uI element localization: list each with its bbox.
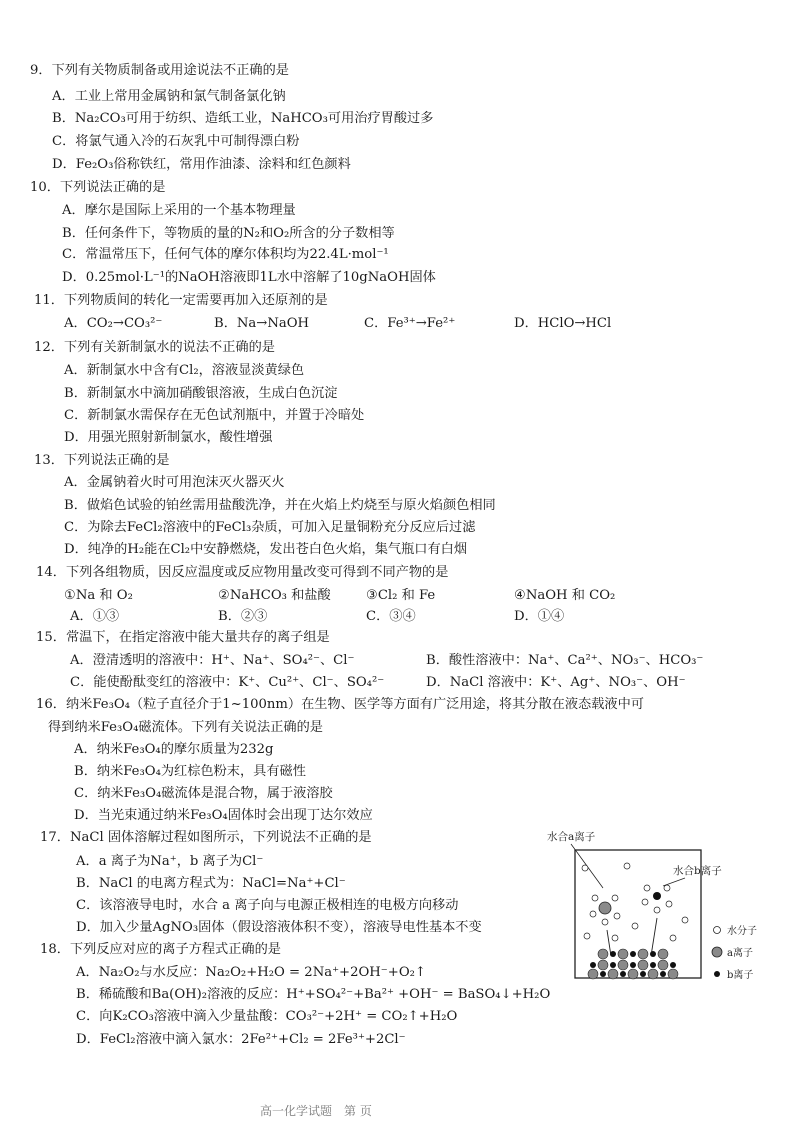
option-a: A．CO₂→CO₃²⁻ — [64, 316, 163, 331]
option-c: C．该溶液导电时，水合 a 离子向与电源正极相连的电极方向移动 — [76, 898, 459, 913]
option-b: B．纳米Fe₃O₄为红棕色粉末，具有磁性 — [74, 764, 306, 779]
legend-a-swatch — [712, 947, 722, 957]
nacl-crystal — [588, 949, 678, 979]
page-footer: 高一化学试题 第 页 — [260, 1104, 372, 1118]
item-4: ④NaOH 和 CO₂ — [514, 588, 616, 603]
arrow-b — [651, 918, 657, 956]
option-c: C．将氯气通入冷的石灰乳中可制得漂白粉 — [52, 134, 300, 149]
option-d: D．加入少量AgNO₃固体（假设溶液体积不变），溶液导电性基本不变 — [76, 920, 482, 935]
legend-a-label: a离子 — [727, 948, 753, 959]
option-b: B．Na₂CO₃可用于纺织、造纸工业，NaHCO₃可用治疗胃酸过多 — [52, 111, 434, 126]
option-b: B．Na→NaOH — [214, 316, 310, 331]
label-hydrated-b: 水合b离子 — [673, 865, 722, 877]
question-stem-line-2: 得到纳米Fe₃O₄磁流体。下列有关说法正确的是 — [48, 720, 323, 735]
option-d: D．纯净的H₂能在Cl₂中安静燃烧，发出苍白色火焰，集气瓶口有白烟 — [64, 542, 468, 557]
option-c: C．为除去FeCl₂溶液中的FeCl₃杂质，可加入足量铜粉充分反应后过滤 — [64, 520, 476, 535]
option-b: B．做焰色试验的铂丝需用盐酸洗净，并在火焰上灼烧至与原火焰颜色相同 — [64, 498, 496, 513]
option-a: A．澄清透明的溶液中：H⁺、Na⁺、SO₄²⁻、Cl⁻ — [70, 653, 355, 668]
option-a: A．Na₂O₂与水反应：Na₂O₂+H₂O = 2Na⁺+2OH⁻+O₂↑ — [76, 965, 426, 980]
option-a: A．①③ — [70, 609, 120, 624]
legend-b-swatch — [714, 971, 720, 977]
legend-b-label: b离子 — [727, 970, 754, 981]
option-b: B．任何条件下，等物质的量的N₂和O₂所含的分子数相等 — [62, 226, 395, 241]
option-c: C．Fe³⁺→Fe²⁺ — [364, 316, 456, 331]
option-a: A．a 离子为Na⁺，b 离子为Cl⁻ — [76, 854, 264, 869]
item-2: ②NaHCO₃ 和盐酸 — [218, 588, 331, 603]
question-stem: 11．下列物质间的转化一定需要再加入还原剂的是 — [34, 293, 328, 308]
question-stem: 10．下列说法正确的是 — [30, 180, 166, 195]
option-d: D．HClO→HCl — [514, 316, 612, 331]
option-a: A．工业上常用金属钠和氯气制备氯化钠 — [52, 89, 286, 104]
option-c: C．常温常压下，任何气体的摩尔体积均为22.4L·mol⁻¹ — [62, 247, 389, 262]
question-stem: 12．下列有关新制氯水的说法不正确的是 — [34, 340, 275, 355]
option-b: B．NaCl 的电离方程式为：NaCl=Na⁺+Cl⁻ — [76, 876, 346, 891]
legend — [712, 924, 757, 981]
option-b: B．新制氯水中滴加硝酸银溶液，生成白色沉淀 — [64, 386, 338, 401]
nacl-dissolution-figure — [545, 826, 765, 1026]
question-stem: 13．下列说法正确的是 — [34, 453, 170, 468]
option-b: B．②③ — [218, 609, 268, 624]
legend-water-label: 水分子 — [727, 926, 757, 937]
option-c: C．③④ — [366, 609, 416, 624]
question-stem-line-1: 16．纳米Fe₃O₄（粒子直径介于1~100nm）在生物、医学等方面有广泛用途，将其分散在液态载液中可 — [36, 697, 644, 712]
legend-water-swatch — [714, 927, 721, 934]
option-c: C．向K₂CO₃溶液中滴入少量盐酸：CO₃²⁻+2H⁺ = CO₂↑+H₂O — [76, 1009, 458, 1024]
option-d: D．FeCl₂溶液中滴入氯水：2Fe²⁺+Cl₂ = 2Fe³⁺+2Cl⁻ — [76, 1032, 406, 1047]
option-c: C．能使酚酞变红的溶液中：K⁺、Cu²⁺、Cl⁻、SO₄²⁻ — [70, 675, 385, 690]
option-d: D．①④ — [514, 609, 565, 624]
dissolution-diagram — [545, 826, 765, 1026]
item-3: ③Cl₂ 和 Fe — [366, 588, 436, 603]
question-stem: 15．常温下，在指定溶液中能大量共存的离子组是 — [36, 630, 330, 645]
option-c: C．新制氯水需保存在无色试剂瓶中，并置于冷暗处 — [64, 408, 365, 423]
hydrated-a-ion — [590, 895, 620, 925]
question-stem: 14．下列各组物质，因反应温度或反应物用量改变可得到不同产物的是 — [36, 565, 449, 580]
question-stem: 9．下列有关物质制备或用途说法不正确的是 — [30, 63, 289, 78]
hydrated-b-ion — [642, 885, 672, 913]
option-b: B．酸性溶液中：Na⁺、Ca²⁺、NO₃⁻、HCO₃⁻ — [426, 653, 704, 668]
option-a: A．摩尔是国际上采用的一个基本物理量 — [62, 203, 296, 218]
option-a: A．纳米Fe₃O₄的摩尔质量为232g — [74, 742, 274, 757]
option-c: C．纳米Fe₃O₄磁流体是混合物，属于液溶胶 — [74, 786, 333, 801]
option-d: D．当光束通过纳米Fe₃O₄固体时会出现丁达尔效应 — [74, 808, 373, 823]
option-d: D．NaCl 溶液中：K⁺、Ag⁺、NO₃⁻、OH⁻ — [426, 675, 686, 690]
option-a: A．新制氯水中含有Cl₂，溶液显淡黄绿色 — [64, 363, 305, 378]
label-hydrated-a: 水合a离子 — [547, 831, 596, 843]
question-stem: 18．下列反应对应的离子方程式正确的是 — [40, 942, 281, 957]
option-a: A．金属钠着火时可用泡沫灭火器灭火 — [64, 475, 285, 490]
option-d: D．Fe₂O₃俗称铁红，常用作油漆、涂料和红色颜料 — [52, 157, 351, 172]
question-stem: 17．NaCl 固体溶解过程如图所示，下列说法不正确的是 — [40, 830, 372, 845]
option-d: D．0.25mol·L⁻¹的NaOH溶液即1L水中溶解了10gNaOH固体 — [62, 270, 436, 285]
option-b: B．稀硫酸和Ba(OH)₂溶液的反应：H⁺+SO₄²⁻+Ba²⁺ +OH⁻ = BaSO₄↓+H₂O — [76, 987, 551, 1002]
option-d: D．用强光照射新制氯水，酸性增强 — [64, 430, 273, 445]
item-1: ①Na 和 O₂ — [64, 588, 133, 603]
